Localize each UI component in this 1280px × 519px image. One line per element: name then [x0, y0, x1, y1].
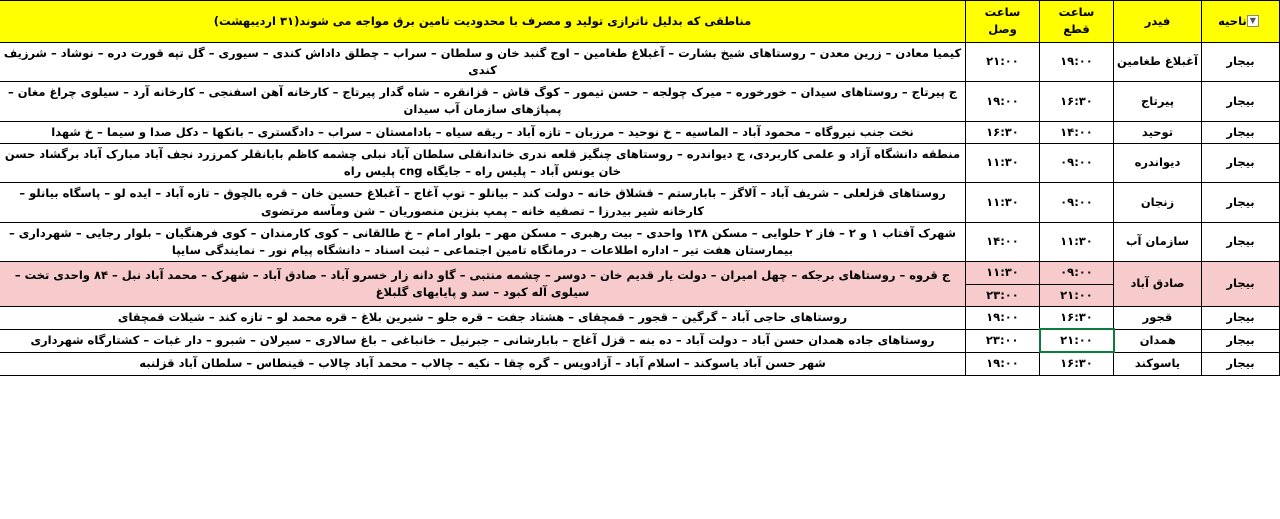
header-region-label: ناحیه	[1218, 13, 1247, 28]
cell-region: بیجار	[1202, 82, 1280, 122]
header-region[interactable]	[1202, 1, 1280, 43]
cell-region: بیجار	[1202, 306, 1280, 329]
cell-description: منطقه دانشگاه آزاد و علمی کاربردی، ج دیواندره – روستاهای چنگیز قلعه ندری خاندانقلی سلطان آباد نبلی چشمه کاظم بابانقلر کمرزرد نجف آباد مبارک آباد برگشاد حسن خان یونس آباد – پلیس راه – جایگاه cng پلیس راه	[0, 143, 966, 183]
cell-region: بیجار	[1202, 143, 1280, 183]
cell-region: بیجار	[1202, 183, 1280, 223]
cell-outage-time: ۱۹:۰۰	[1040, 42, 1114, 82]
table-row	[0, 82, 1280, 122]
cell-feeder: آغبلاغ طغامین	[1114, 42, 1202, 82]
cell-outage-time: ۱۶:۳۰	[1040, 352, 1114, 375]
cell-description: نخت جنب نیروگاه – محمود آباد – الماسیه – خ نوحید – مرزبان – تازه آباد – ریقه سیاه – بادامستان – سراب – دادگستری – بانکها – دکل صدا و سیما – خ شهدا	[0, 121, 966, 143]
table-header-row	[0, 1, 1280, 43]
cell-description: شهر حسن آباد یاسوکند – اسلام آباد – آزادویس – گره چقا – نکیه – چالاب – محمد آباد چالاب – قینطاس – سلطان آباد قزلنبه	[0, 352, 966, 375]
cell-feeder: دیواندره	[1114, 143, 1202, 183]
cell-description: ج قروه – روستاهای برجکه – چهل امیران – دولت یار قدیم خان – دوسر – چشمه منتبی – گاو دانه زار خسرو آباد – صادق آباد – شهرک – محمد آباد نبل – ۸۴ واحدی تخت – سیلوی آله کبود – سد و پایابهای گلبلاغ	[0, 262, 966, 307]
cell-feeder: قجور	[1114, 306, 1202, 329]
cell-restore-time: ۱۶:۳۰	[966, 121, 1040, 143]
table-row	[0, 329, 1280, 352]
cell-outage-time: ۱۶:۳۰	[1040, 306, 1114, 329]
cell-description: روستاهای جاده همدان حسن آباد – دولت آباد – ده بنه – قزل آغاج – بابارشانی – جبرنیل – خانباغی – باغ سالاری – سیرلان – شبرو – دار غبات – کشتارگاه شهرداری	[0, 329, 966, 352]
cell-outage-time: ۱۴:۰۰	[1040, 121, 1114, 143]
cell-feeder: پیرتاج	[1114, 82, 1202, 122]
cell-description: روستاهای قزلعلی – شریف آباد – آلاگز – بابارستم – قشلاق خانه – دولت کند – بیانلو – توپ آغاج – آغبلاغ حسین خان – قره بالچوق – تازه آباد – ایده لو – پاسگاه بیانلو – کارخانه شیر بیدرزا – تصفیه خانه – پمپ بنزین منصوریان – شن ومآسه مرتضوی	[0, 183, 966, 223]
header-description[interactable]: مناطقی که بدلیل ناترازی تولید و مصرف با محدودیت تامین برق مواجه می شوند(۳۱ اردیبهشت)	[0, 1, 966, 43]
table-row	[0, 306, 1280, 329]
cell-description: روستاهای حاجی آباد – گرگین – قجور – قمچقای – هشتاد جفت – قره جلو – شیرین بلاغ – قره محمد لو – تازه کند – شیلات قمچقای	[0, 306, 966, 329]
table-row	[0, 143, 1280, 183]
cell-region: بیجار	[1202, 262, 1280, 307]
table-row	[0, 121, 1280, 143]
header-outage-time[interactable]: ساعت قطع	[1040, 1, 1114, 43]
cell-restore-time: ۲۳:۰۰	[966, 329, 1040, 352]
table-row	[0, 183, 1280, 223]
cell-feeder: زنجان	[1114, 183, 1202, 223]
cell-restore-time: ۱۹:۰۰	[966, 306, 1040, 329]
sort-filter-icon[interactable]: ▼	[1247, 15, 1259, 27]
table-row	[0, 262, 1280, 284]
cell-outage-time: ۰۹:۰۰	[1040, 183, 1114, 223]
cell-feeder: صادق آباد	[1114, 262, 1202, 307]
cell-outage-time: ۱۱:۳۰	[1040, 222, 1114, 262]
cell-restore-time: ۲۱:۰۰	[966, 42, 1040, 82]
cell-restore-time-2: ۲۳:۰۰	[966, 284, 1040, 306]
header-feeder[interactable]: فیدر	[1114, 1, 1202, 43]
cell-restore-time: ۱۱:۳۰	[966, 262, 1040, 284]
cell-restore-time: ۱۹:۰۰	[966, 352, 1040, 375]
cell-outage-time: ۱۶:۳۰	[1040, 82, 1114, 122]
cell-outage-time-2: ۲۱:۰۰	[1040, 284, 1114, 306]
cell-restore-time: ۱۹:۰۰	[966, 82, 1040, 122]
cell-region: بیجار	[1202, 352, 1280, 375]
cell-region: بیجار	[1202, 121, 1280, 143]
cell-outage-time-selected: ۲۱:۰۰	[1040, 329, 1114, 352]
table-row	[0, 352, 1280, 375]
table-row	[0, 42, 1280, 82]
cell-description: کیمیا معادن – زرین معدن – روستاهای شیخ بشارت – آغبلاغ طغامین – اوج گنبد خان و سلطان – سراب – چطلق داداش کندی – سیوری – گل تپه قورت دره – نوشاد – شرزیف کندی	[0, 42, 966, 82]
cell-outage-time: ۰۹:۰۰	[1040, 143, 1114, 183]
cell-restore-time: ۱۱:۳۰	[966, 183, 1040, 223]
cell-outage-time: ۰۹:۰۰	[1040, 262, 1114, 284]
header-restore-time[interactable]: ساعت وصل	[966, 1, 1040, 43]
table-row	[0, 222, 1280, 262]
cell-description: شهرک آفتاب ۱ و ۲ – فاز ۲ حلوایی – مسکن ۱۳۸ واحدی – بیت رهبری – مسکن مهر – بلوار امام – خ طالقانی – کوی کارمندان – کوی فرهنگیان – بلوار رجایی – شهرداری – بیمارستان هفت تیر – اداره اطلاعات – درمانگاه تامین اجتماعی – ثبت اسناد – دانشگاه پیام نور – نمایندگی سایپا	[0, 222, 966, 262]
cell-restore-time: ۱۱:۳۰	[966, 143, 1040, 183]
cell-feeder: همدان	[1114, 329, 1202, 352]
cell-restore-time: ۱۴:۰۰	[966, 222, 1040, 262]
cell-region: بیجار	[1202, 42, 1280, 82]
cell-feeder: توحید	[1114, 121, 1202, 143]
cell-feeder: یاسوکند	[1114, 352, 1202, 375]
cell-feeder: سازمان آب	[1114, 222, 1202, 262]
cell-description: ج پیرتاج – روستاهای سیدان – خورخوره – میرک چولجه – حسن تیمور – کوگ قاش – قزانقره – شاه گدار پیرتاج – کارخانه آهن اسفنجی – کارخانه آرد – سیلوی چراغ مغان – پمپاژهای سازمان آب سیدان	[0, 82, 966, 122]
cell-region: بیجار	[1202, 329, 1280, 352]
cell-region: بیجار	[1202, 222, 1280, 262]
